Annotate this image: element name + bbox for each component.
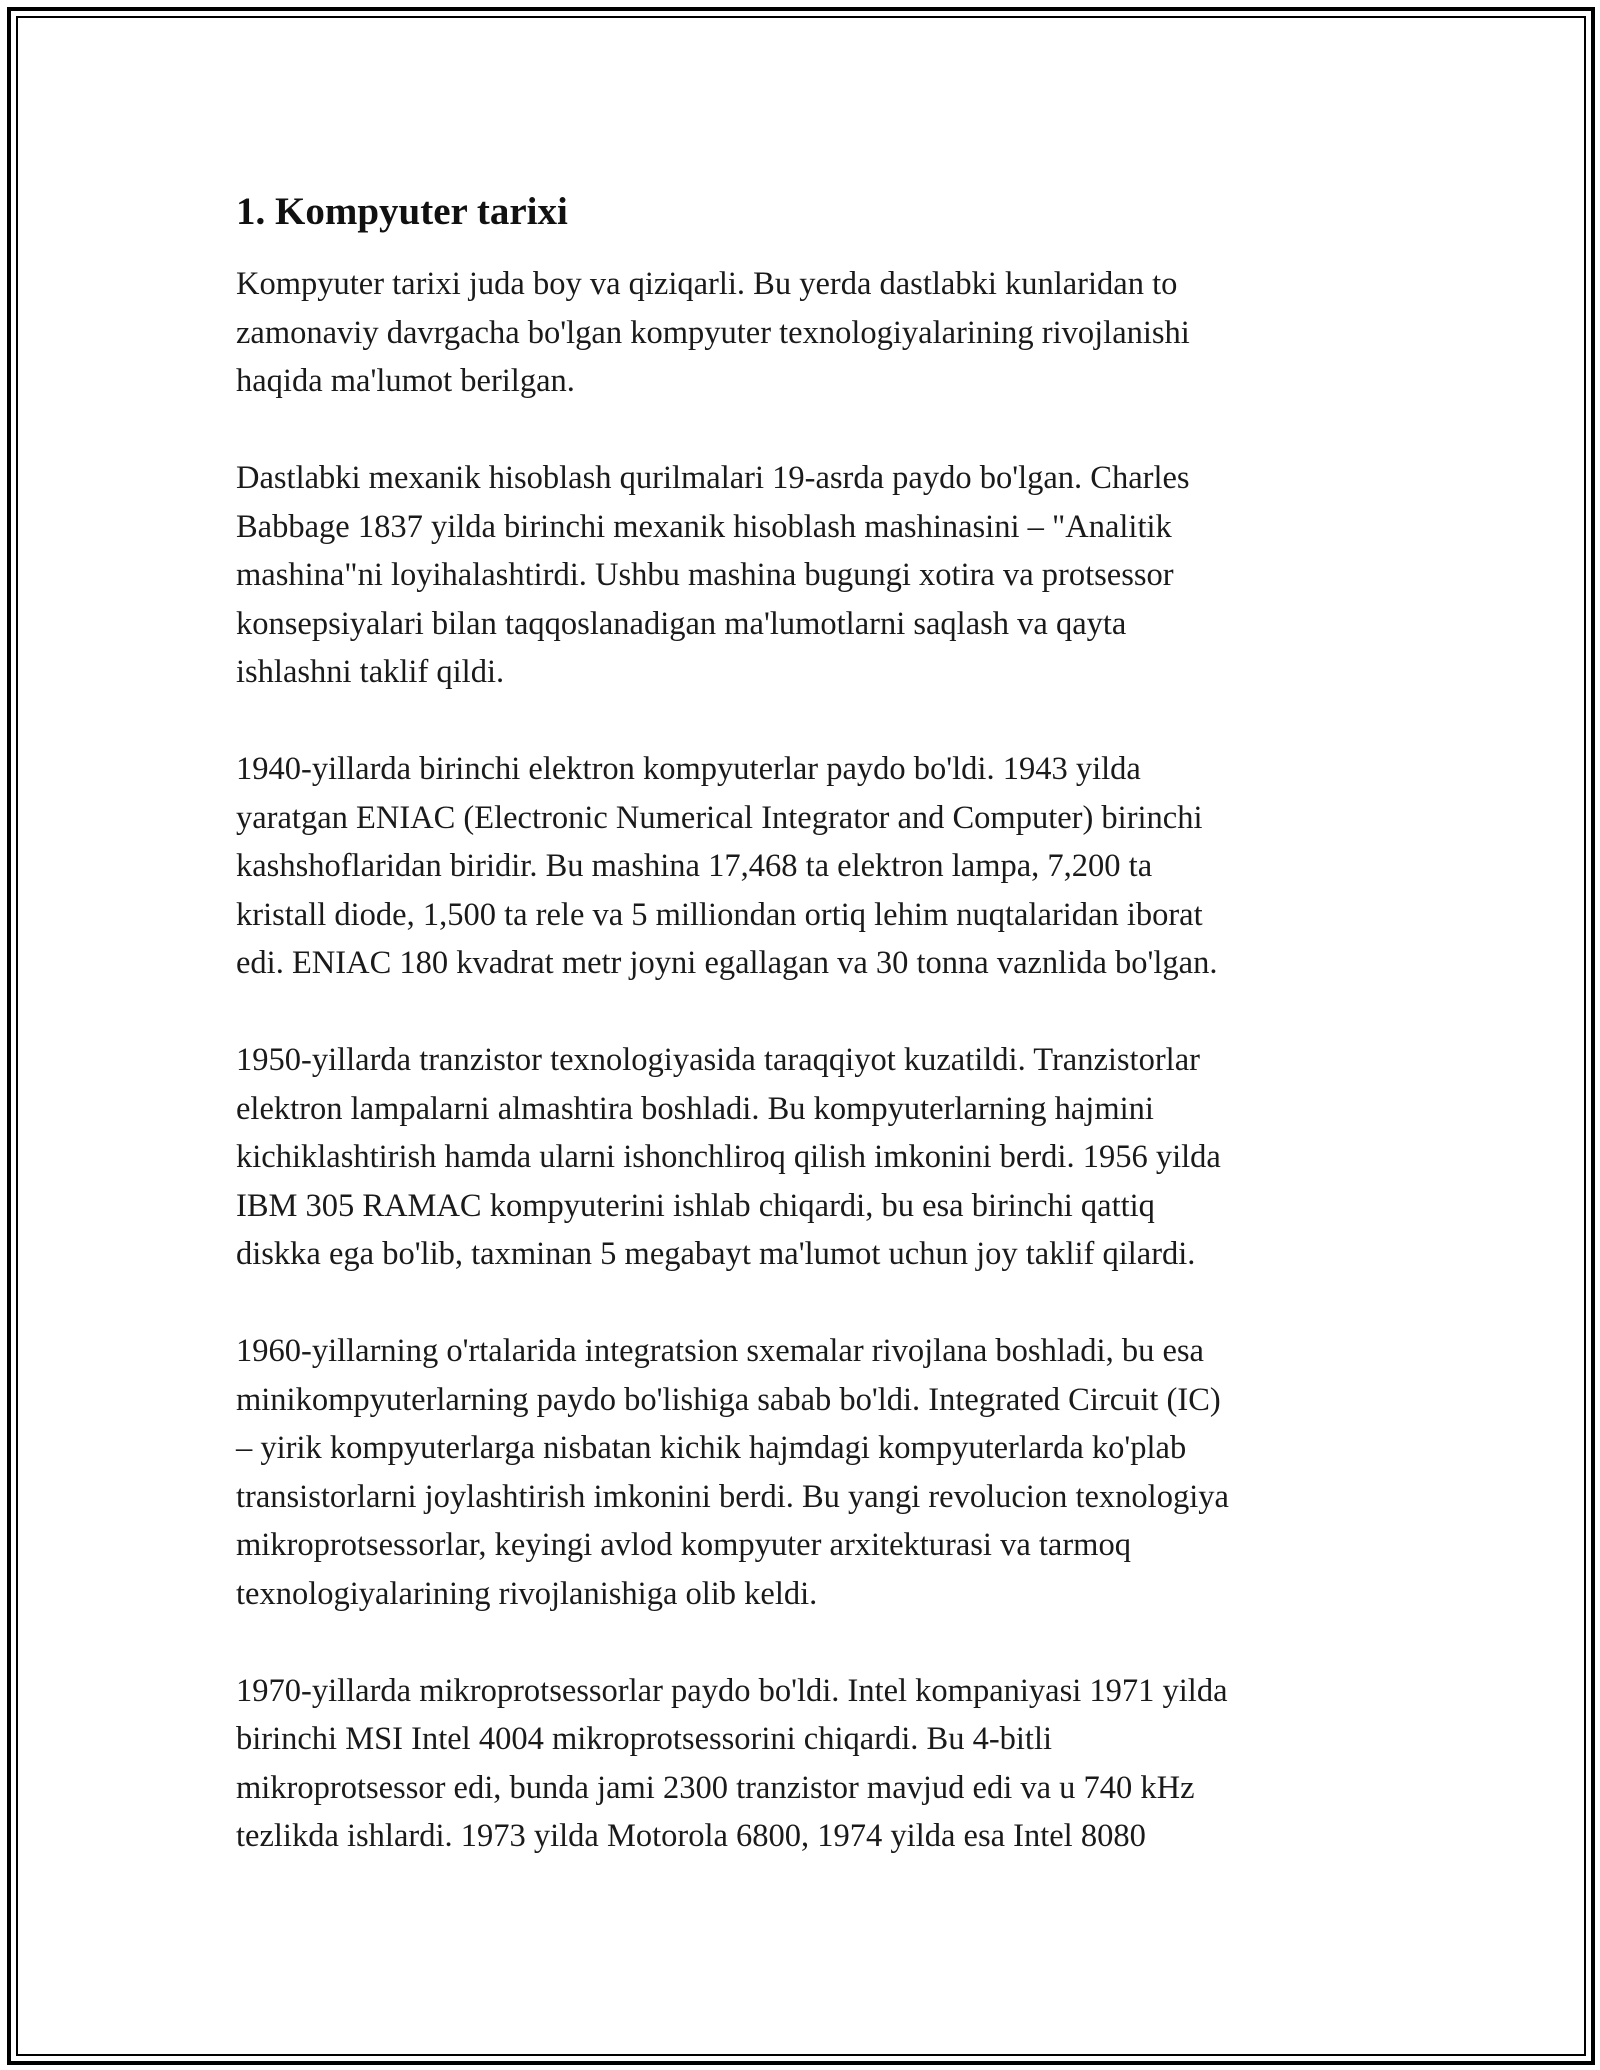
paragraph-1940s xyxy=(236,745,1366,988)
text-line: kichiklashtirish hamda ularni ishonchliroq qilish imkonini berdi. 1956 yilda xyxy=(236,1139,1221,1175)
text-line: minikompyuterlarning paydo bo'lishiga sabab bo'ldi. Integrated Circuit (IC) xyxy=(236,1381,1221,1418)
text-line: 1940-yillarda birinchi elektron kompyuterlar paydo bo'ldi. 1943 yilda xyxy=(236,751,1141,787)
paragraph-intro xyxy=(236,260,1366,406)
text-line: IBM 305 RAMAC kompyuterini ishlab chiqardi, bu esa birinchi qattiq xyxy=(236,1187,1155,1224)
text-line: Babbage 1837 yilda birinchi mexanik hisoblash mashinasini – "Analitik xyxy=(236,508,1172,545)
text-line: Dastlabki mexanik hisoblash qurilmalari 19-asrda paydo bo'lgan. Charles xyxy=(236,460,1190,496)
text-line: kashshoflaridan biridir. Bu mashina 17,468 ta elektron lampa, 7,200 ta xyxy=(236,848,1153,884)
text-line: 1950-yillarda tranzistor texnologiyasida taraqqiyot kuzatildi. Tranzistorlar xyxy=(236,1042,1200,1078)
text-line: tezlikda ishlardi. 1973 yilda Motorola 6800, 1974 yilda esa Intel 8080 xyxy=(236,1818,1146,1854)
text-line: konsepsiyalari bilan taqqoslanadigan ma'lumotlarni saqlash va qayta xyxy=(236,605,1127,642)
text-line: mikroprotsessor edi, bunda jami 2300 tranzistor mavjud edi va u 740 kHz xyxy=(236,1769,1195,1806)
text-line: mikroprotsessorlar, keyingi avlod kompyuter arxitekturasi va tarmoq xyxy=(236,1527,1131,1563)
text-line: texnologiyalarining rivojlanishiga olib keldi. xyxy=(236,1575,818,1612)
paragraph-1970s xyxy=(236,1667,1366,1861)
document-title: 1. Kompyuter tarixi xyxy=(236,190,568,233)
text-line: zamonaviy davrgacha bo'lgan kompyuter texnologiyalarining rivojlanishi xyxy=(236,314,1190,351)
paragraph-1960s xyxy=(236,1327,1366,1618)
paragraph-mechanical xyxy=(236,454,1366,697)
text-line: diskka ega bo'lib, taxminan 5 megabayt ma'lumot uchun joy taklif qilardi. xyxy=(236,1236,1196,1272)
text-line: yaratgan ENIAC (Electronic Numerical Integrator and Computer) birinchi xyxy=(236,799,1203,836)
text-line: Kompyuter tarixi juda boy va qiziqarli. Bu yerda dastlabki kunlaridan to xyxy=(236,266,1178,302)
text-line: 1960-yillarning o'rtalarida integratsion sxemalar rivojlana boshladi, bu esa xyxy=(236,1333,1204,1369)
text-line: 1970-yillarda mikroprotsessorlar paydo bo'ldi. Intel kompaniyasi 1971 yilda xyxy=(236,1672,1228,1709)
text-line: haqida ma'lumot berilgan. xyxy=(236,363,575,399)
document-body xyxy=(236,186,1366,1861)
text-line: edi. ENIAC 180 kvadrat metr joyni egallagan va 30 tonna vaznlida bo'lgan. xyxy=(236,945,1218,981)
text-line: – yirik kompyuterlarga nisbatan kichik hajmdagi kompyuterlarda ko'plab xyxy=(236,1430,1187,1466)
text-line: birinchi MSI Intel 4004 mikroprotsessorini chiqardi. Bu 4-bitli xyxy=(236,1721,1053,1757)
text-line: ishlashni taklif qildi. xyxy=(236,654,505,690)
text-line: kristall diode, 1,500 ta rele va 5 milliondan ortiq lehim nuqtalaridan iborat xyxy=(236,896,1203,933)
text-line: elektron lampalarni almashtira boshladi. Bu kompyuterlarning hajmini xyxy=(236,1090,1154,1127)
text-line: transistorlarni joylashtirish imkonini berdi. Bu yangi revolucion texnologiya xyxy=(236,1478,1229,1515)
text-line: mashina"ni loyihalashtirdi. Ushbu mashina bugungi xotira va protsessor xyxy=(236,557,1174,593)
paragraph-1950s xyxy=(236,1036,1366,1279)
